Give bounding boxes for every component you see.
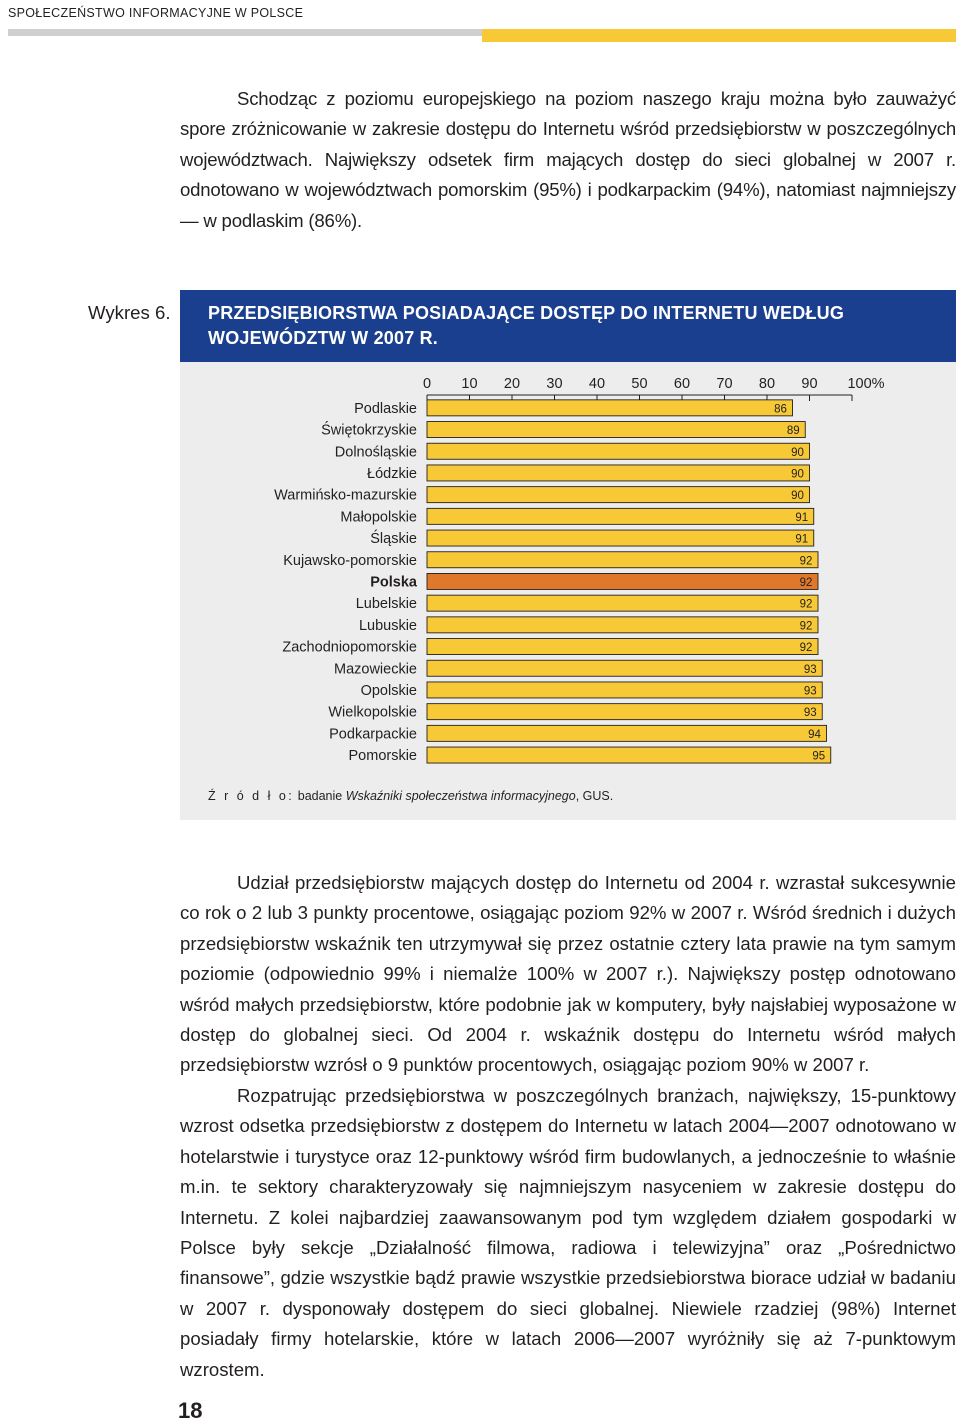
data-label: 90 (791, 446, 804, 459)
bar (427, 443, 810, 459)
x-tick-label: 80 (758, 376, 776, 392)
category-label: Świętokrzyskie (321, 422, 417, 439)
header-rule-yellow (482, 29, 956, 42)
data-label: 92 (799, 576, 813, 589)
data-label: 90 (791, 490, 804, 503)
source-prefix: Ź r ó d ł o: (208, 789, 295, 803)
category-label: Podkarpackie (329, 726, 417, 743)
header-rule-grey (8, 29, 482, 36)
category-label: Wielkopolskie (328, 704, 417, 721)
bar (427, 400, 793, 416)
bar (427, 422, 805, 438)
category-label: Łódzkie (367, 465, 417, 482)
x-tick-label: 90 (801, 376, 818, 392)
data-label: 94 (808, 728, 821, 741)
x-tick-label: 60 (673, 376, 691, 392)
x-tick-label: 40 (588, 376, 606, 392)
bar (427, 747, 831, 763)
category-label: Pomorskie (348, 748, 417, 765)
x-tick-label: 50 (631, 376, 648, 392)
bar (427, 617, 818, 633)
running-header: SPOŁECZEŃSTWO INFORMACYJNE W POLSCE (8, 6, 304, 20)
data-label: 91 (795, 511, 809, 524)
data-label: 93 (803, 707, 817, 720)
data-label: 93 (803, 685, 817, 698)
category-label: Polska (370, 574, 417, 591)
data-label: 86 (774, 403, 787, 416)
data-label: 92 (799, 555, 813, 568)
bar (427, 552, 818, 568)
category-label: Kujawsko-pomorskie (283, 552, 417, 569)
bar (427, 639, 818, 655)
bar (427, 530, 814, 546)
category-label: Mazowieckie (334, 661, 417, 678)
data-label: 95 (812, 750, 826, 763)
source-text-before: badanie (294, 789, 346, 803)
bar (427, 508, 814, 524)
paragraph-body-1: Udział przedsiębiorstw mających dostęp do Internetu od 2004 r. wzrastał sukcesywnie co rok o 2 lub 3 punkty procentowe, osiągając poziom 92% w 2007 r. Wśród średnich i dużych przedsiębiorstw wskaźnik ten utrzymywał się przez ostatnie cztery lata prawie na tym samym poziomie (odpowiednio 99% i niemalże 100% w 2007 r.). Największy postęp odnotowano wśród małych przedsiębiorstw, które podobnie jak w komputery, były najsłabiej wyposażone w dostęp do globalnej sieci. Od 2004 r. wskaźnik dostępu do Internetu wśród małych przedsiębiorstw wzrósł o 9 punktów procentowych, osiągając poziom 90% w 2007 r. (180, 872, 956, 1076)
chart-panel (180, 362, 956, 820)
x-tick-label: 100% (847, 376, 885, 392)
bar (427, 465, 810, 481)
x-tick-label: 20 (503, 376, 521, 392)
source-text-after: , GUS. (575, 789, 614, 803)
data-label: 90 (791, 468, 804, 481)
bar (427, 682, 822, 698)
category-label: Lubuskie (358, 617, 417, 634)
data-label: 92 (799, 598, 813, 611)
source-italic-title: Wskaźniki społeczeństwa informacyjnego (345, 789, 576, 803)
category-label: Lubelskie (355, 596, 417, 613)
category-label: Opolskie (360, 682, 417, 699)
data-label: 89 (786, 425, 800, 438)
bar-chart (180, 362, 956, 820)
category-label: Śląskie (370, 531, 417, 548)
category-label: Warmińsko-mazurskie (274, 487, 417, 504)
x-tick-label: 10 (461, 376, 478, 392)
paragraph-top: Schodząc z poziomu europejskiego na poziom naszego kraju można było zauważyć spore zróżnicowanie w zakresie dostępu do Internetu wśród przedsiębiorstw w poszczególnych województwach. Największy odsetek firm mających dostęp do sieci globalnej w 2007 r. odnotowano w województwach pomorskim (95%) i podkarpackim (94%), natomiast najmniejszy — w podlaskim (86%). (180, 88, 956, 231)
bar (427, 487, 810, 503)
category-label: Podlaskie (354, 400, 417, 417)
paragraph-body-2: Rozpatrując przedsiębiorstwa w poszczególnych branżach, największy, 15-punktowy wzrost odsetka przedsiębiorstw z dostępem do Internetu w latach 2004—2007 odnotowano w hotelarstwie i turystyce oraz 12-punktowy wśród firm budowlanych, a jednocześnie to właśnie m.in. te sektory charakteryzowały się najmniejszym nasyceniem w zakresie dostępu do Internetu. Z kolei najbardziej zaawansowanym pod tym względem działem gospodarki w Polsce były sekcje „Działalność filmowa, radiowa i telewizyjna” oraz „Pośrednictwo finansowe”, gdzie wszystkie bądź prawie wszystkie przedsiebiorstwa biorace udział w badaniu w 2007 r. dysponowały dostępem do sieci globalnej. Niewiele rzadziej (98%) Internet posiadały firmy hotelarskie, które w latach 2006—2007 wyróżniły się aż 7-punktowym wzrostem. (180, 1085, 956, 1380)
bar (427, 595, 818, 611)
bar (427, 660, 822, 676)
category-label: Dolnośląskie (334, 444, 417, 461)
x-tick-label: 30 (546, 376, 563, 392)
x-tick-label: 0 (422, 376, 432, 392)
x-tick-label: 70 (716, 376, 733, 392)
bar-highlight (427, 573, 818, 589)
data-label: 91 (795, 533, 809, 546)
bar (427, 725, 827, 741)
category-label: Małopolskie (340, 509, 417, 526)
category-label: Zachodniopomorskie (282, 639, 417, 656)
chart-caption-label: Wykres 6. (88, 302, 171, 323)
data-label: 92 (799, 620, 813, 633)
data-label: 92 (799, 642, 813, 655)
data-label: 93 (803, 663, 817, 676)
page-number: 18 (178, 1398, 203, 1423)
bar (427, 704, 822, 720)
chart-source (208, 789, 613, 803)
chart-title: PRZEDSIĘBIORSTWA POSIADAJĄCE DOSTĘP DO INTERNETU WEDŁUG WOJEWÓDZTW W 2007 R. (208, 303, 845, 348)
